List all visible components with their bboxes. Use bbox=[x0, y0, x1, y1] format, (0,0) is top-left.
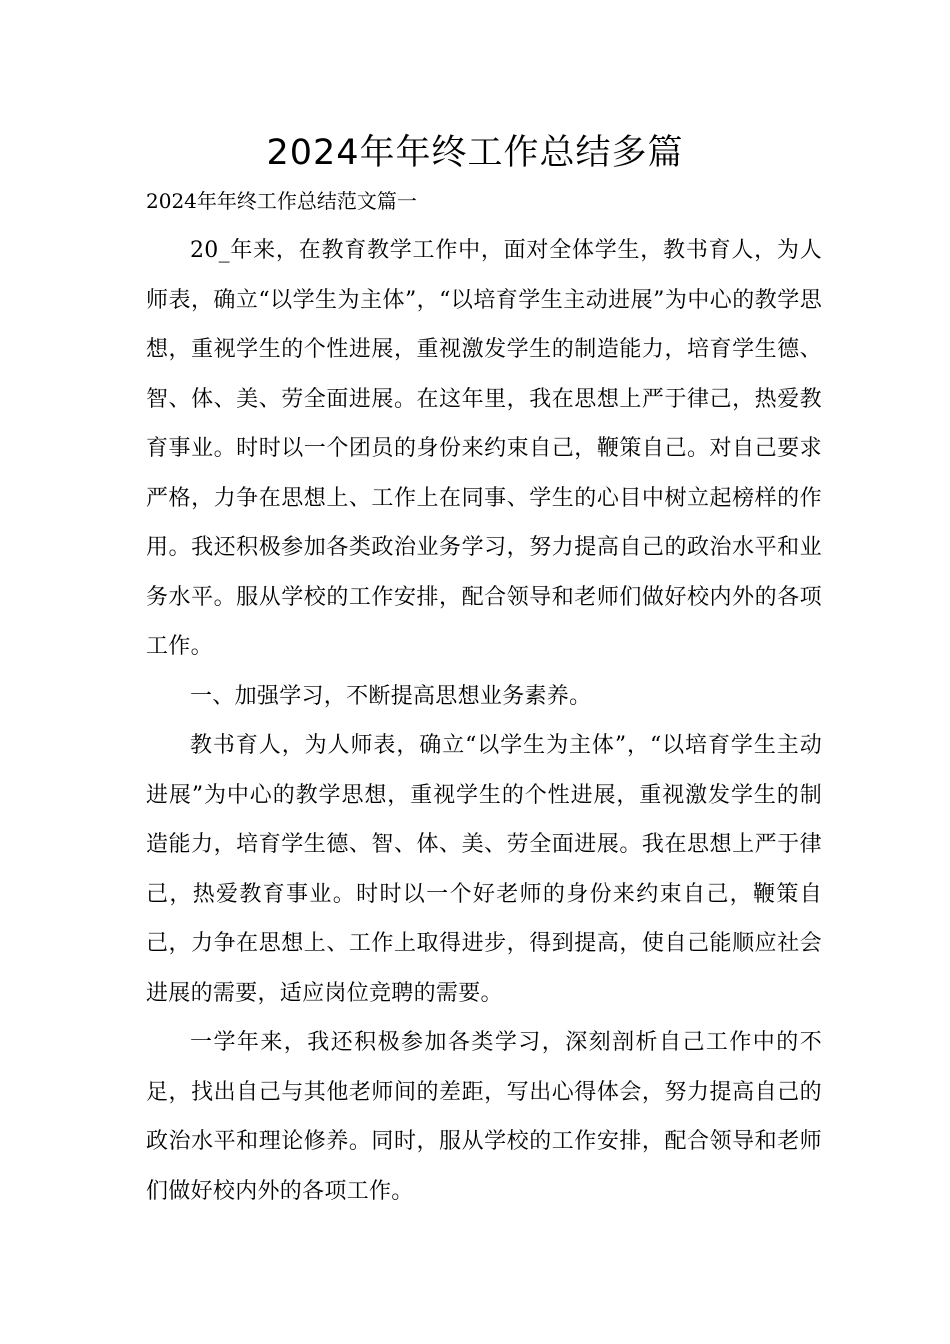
paragraph-study: 一学年来，我还积极参加各类学习，深刻剖析自己工作中的不足，找出自己与其他老师间的差距，写出心得体会，努力提高自己的政治水平和理论修养。同时，服从学校的工作安排，配合领导和老师们做好校内外的各项工作。 bbox=[146, 1030, 822, 1204]
paragraph-teaching: 教书育人，为人师表，确立“以学生为主体”，“以培育学生主动进展”为中心的教学思想，重视学生的个性进展，重视激发学生的制造能力，培育学生德、智、体、美、劳全面进展。我在思想上严于律己，热爱教育事业。时时以一个好老师的身份来约束自己，鞭策自己，力争在思想上、工作上取得进步，得到提高，使自己能顺应社会进展的需要，适应岗位竞聘的需要。 bbox=[146, 733, 822, 1006]
document-subtitle: 2024年年终工作总结范文篇一 bbox=[146, 189, 417, 213]
section-heading: 一、加强学习，不断提高思想业务素养。 bbox=[190, 683, 592, 709]
document-body bbox=[146, 226, 822, 1216]
document-title: 2024年年终工作总结多篇 bbox=[266, 133, 684, 173]
paragraph-intro: 20_年来，在教育教学工作中，面对全体学生，教书育人，为人师表，确立“以学生为主体”，“以培育学生主动进展”为中心的教学思想，重视学生的个性进展，重视激发学生的制造能力，培育学生德、智、体、美、劳全面进展。在这年里，我在思想上严于律己，热爱教育事业。时时以一个团员的身份来约束自己，鞭策自己。对自己要求严格，力争在思想上、工作上在同事、学生的心目中树立起榜样的作用。我还积极参加各类政治业务学习，努力提高自己的政治水平和业务水平。服从学校的工作安排，配合领导和老师们做好校内外的各项工作。 bbox=[146, 238, 822, 659]
